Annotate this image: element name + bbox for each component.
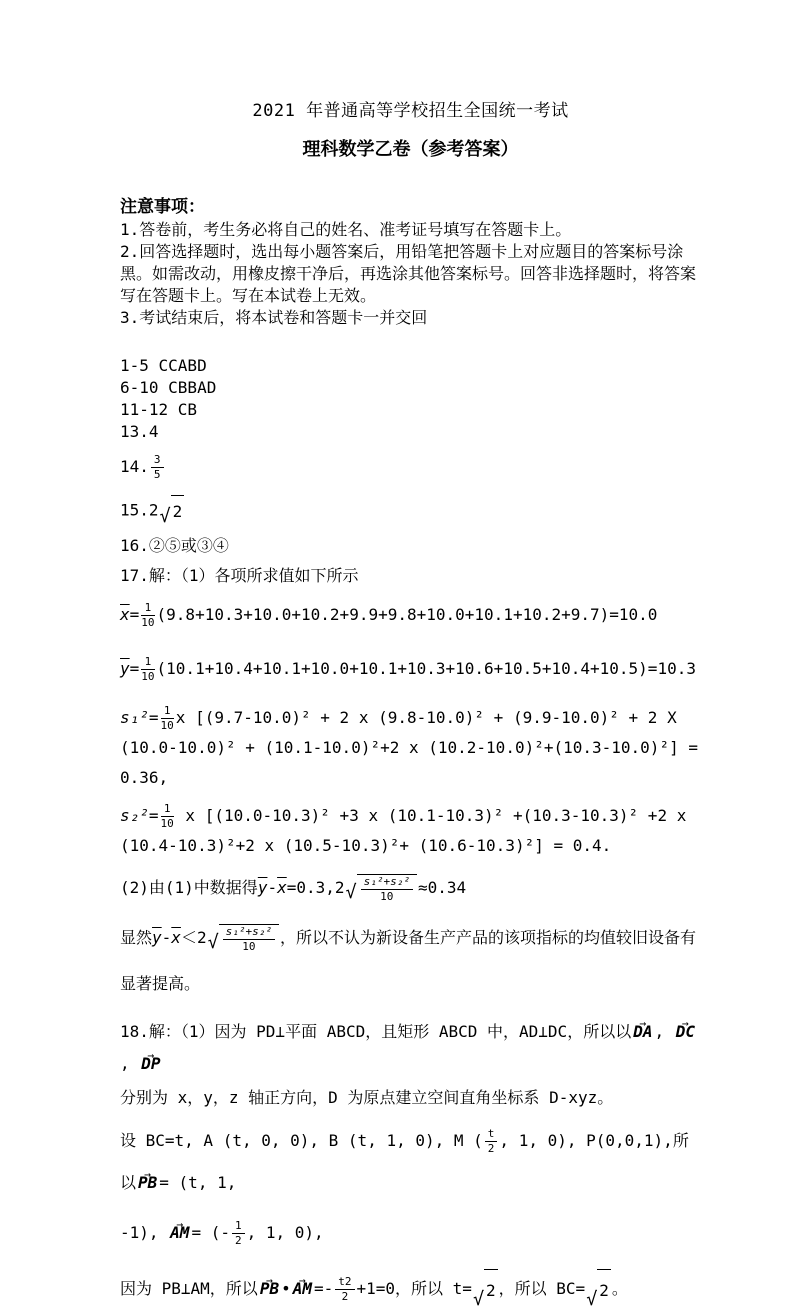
solution-18-line-4: -1), AM → = (- $\frac{1}{2}$ , 1, 0), [120, 1211, 701, 1253]
formula-ybar: $\overline{y}=$ $\frac{1}{10}$ (10.1+10.4+10.1+10.0+10.1+10.3+10.6+10.5+10.4+10.5)=10.3 [120, 655, 696, 683]
solution-18-line-1: 18.解：（1）因为 PD⊥平面 ABCD，且矩形 ABCD 中，AD⊥DC，所以以 DA → , DC →, DP → [120, 1015, 701, 1079]
solution-17-heading: 17.解：（1）各项所求值如下所示 [120, 566, 359, 585]
exam-subtitle: 理科数学乙卷（参考答案） [302, 139, 519, 160]
answer-list [120, 355, 701, 557]
notice-item-3: 3.考试结束后，将本试卷和答题卡一并交回 [120, 308, 428, 327]
answer-line-q11-12: 11-12 CB [120, 400, 198, 419]
answer-line-q15: 15.2 √ 2 [120, 495, 701, 527]
answer-line-q6-10: 6-10 CBBAD [120, 378, 217, 397]
solution-18 [120, 1015, 701, 1311]
answer-line-q1-5: 1-5 CCABD [120, 356, 207, 375]
formula-s2-squared: s₂²= $\frac{1}{10}$ x [(10.0-10.3)² +3 x (10.1-10.3)² +(10.3-10.3)² +2 x (10.4-10.3)²+2 x (10.5-10.3)²+ (10.6-10.3)²] = 0.4. [120, 802, 687, 855]
answer-line-q14: 14. $\frac{3}{5}$ [120, 447, 701, 487]
formula-part2: (2)由(1)中数据得$\overline{y}-\overline{x}=0.3,2$ √ $\frac{\text{s₁²+s₂²}}{10}$ ≈0.34 [120, 875, 467, 903]
solution-18-line-5: 因为 PB⊥AM，所以 PB → • AM → =- $\frac{t2}{2}$ +1=0，所以 t= √ 2 ，所以 BC= √ 2 。 [120, 1267, 701, 1311]
formula-conclusion: 显然$\overline{y}-\overline{x}<2$ √ $\frac{\text{s₁²+s₂²}}{10}$ ，所以不认为新设备生产产品的该项指标的均值较旧设备有显著提高。 [120, 925, 697, 993]
solution-17 [120, 565, 701, 1007]
notice-heading: 注意事项： [120, 197, 205, 217]
exam-title: 2021 年普通高等学校招生全国统一考试 [252, 101, 569, 121]
notice-item-1: 1.答卷前，考生务必将自己的姓名、准考证号填写在答题卡上。 [120, 220, 572, 239]
answer-line-q16: 16.②⑤或③④ [120, 536, 229, 555]
answer-line-q13: 13.4 [120, 422, 159, 441]
formula-s1-squared: s₁²= $\frac{1}{10}$ x [(9.7-10.0)² + 2 x (9.8-10.0)² + (9.9-10.0)² + 2 X (10.0-10.0)² + (10.1-10.0)²+2 x (10.2-10.0)²+(10.3-10.0)²] = 0.36, [120, 704, 698, 787]
solution-18-line-3: 设 BC=t, A (t, 0, 0), B (t, 1, 0), M ( $\frac{t}{2}$ , 1, 0), P(0,0,1),所以 PB → = (t, 1, [120, 1121, 701, 1203]
solution-18-line-2: 分别为 x，y，z 轴正方向，D 为原点建立空间直角坐标系 D-xyz。 [120, 1088, 614, 1107]
formula-xbar: $\overline{x}=$ $\frac{1}{10}$ (9.8+10.3+10.0+10.2+9.9+9.8+10.0+10.1+10.2+9.7)=10.0 [120, 601, 658, 629]
notice-item-2: 2.回答选择题时，选出每小题答案后，用铅笔把答题卡上对应题目的答案标号涂黑。如需改动，用橡皮擦干净后，再选涂其他答案标号。回答非选择题时，将答案写在答题卡上。写在本试卷上无效。 [120, 242, 697, 305]
